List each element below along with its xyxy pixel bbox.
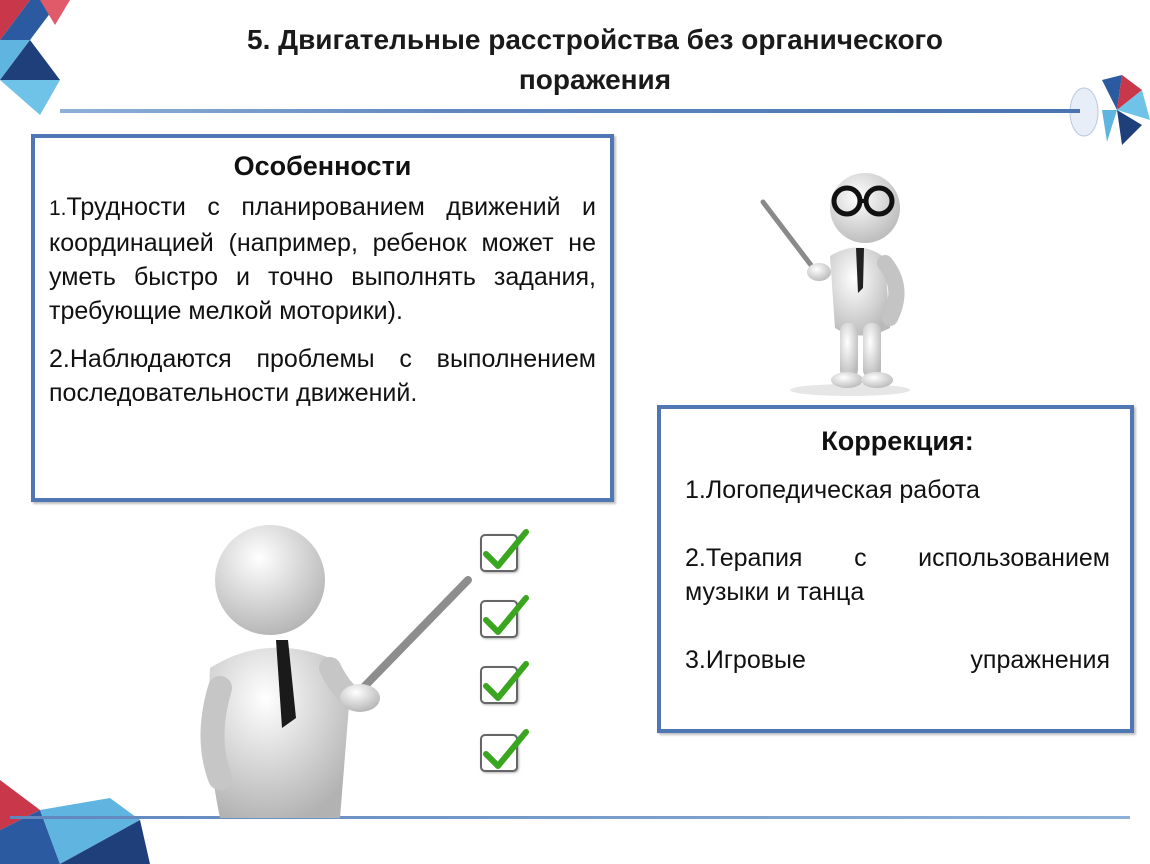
checkmark-icon (480, 600, 518, 638)
features-item-1-text: Трудности с планированием движений и координацией (например, ребенок может не уметь быстро и точно выполнять задания, требующие мелкой моторики). (49, 193, 596, 325)
features-item-1 (49, 190, 596, 328)
correction-item-3: 3.Игровые упражнения (685, 646, 1110, 674)
features-heading: Особенности (233, 151, 412, 181)
checkmark-icon (480, 734, 518, 772)
correction-box (657, 405, 1134, 733)
glasses-figure-icon (755, 168, 925, 398)
features-item-2: 2.Наблюдаются проблемы с выполнением последовательности движений. (49, 345, 596, 407)
corner-logo-icon (0, 0, 80, 120)
correction-item-2: 2.Терапия с использованием музыки и танца (685, 544, 1110, 606)
checkmark-icon (480, 534, 518, 572)
features-box (31, 134, 614, 502)
presenter-figure-icon (190, 518, 480, 818)
correction-heading: Коррекция: (821, 426, 974, 456)
bottom-divider (10, 816, 1130, 819)
correction-item-1: 1.Логопедическая работа (685, 476, 980, 504)
checkmark-icon (480, 666, 518, 704)
title-line-2: поражения (518, 64, 672, 95)
features-item-1-number: 1. (49, 197, 67, 220)
slide-title (120, 20, 1070, 100)
title-line-1: 5. Двигательные расстройства без органического (247, 24, 943, 55)
top-divider (60, 109, 1080, 113)
